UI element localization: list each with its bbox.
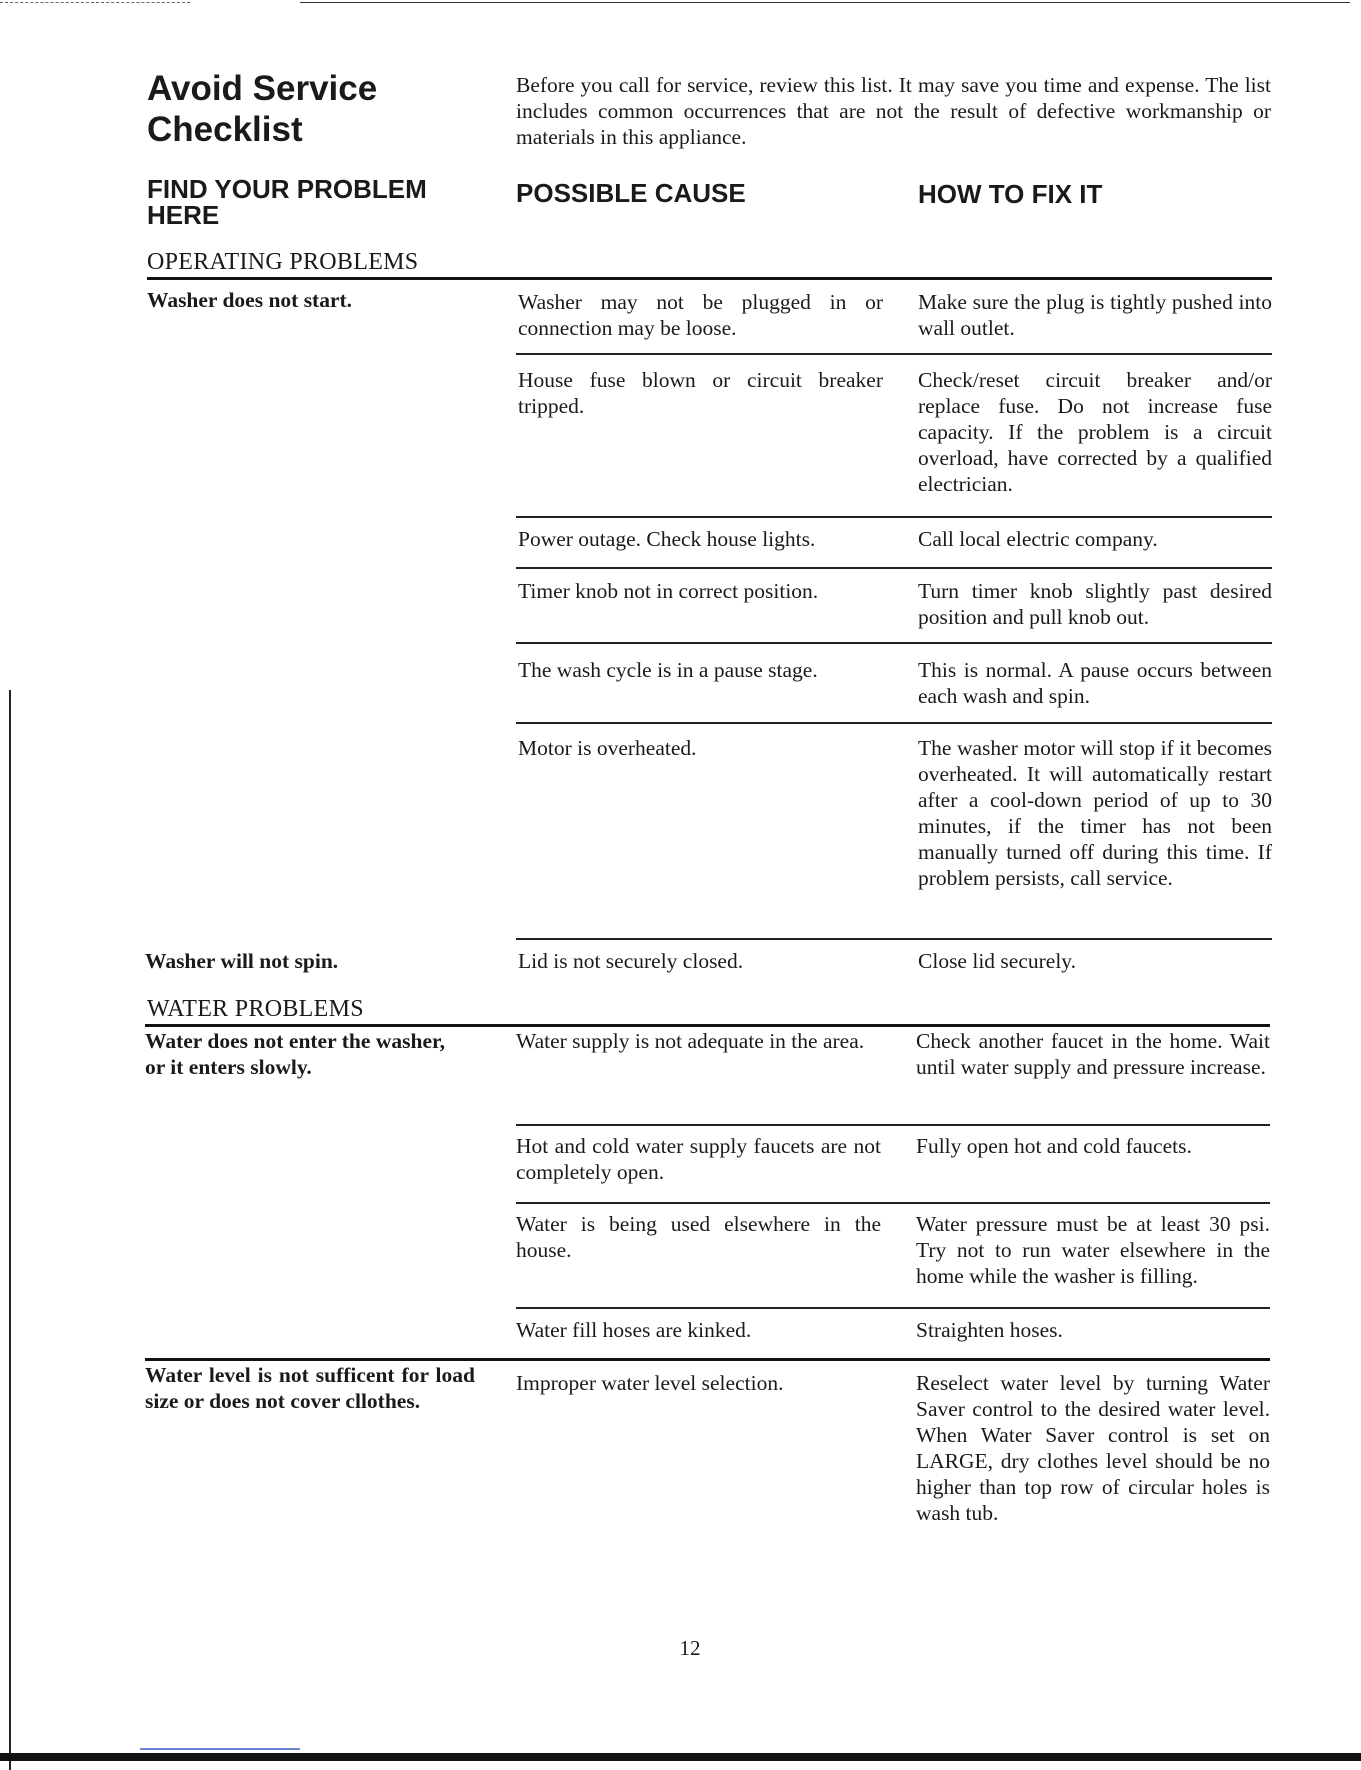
scan-top-dash [0,2,190,3]
page-title: Avoid Service Checklist [147,69,378,149]
cause-cell: Water supply is not adequate in the area. [516,1029,865,1053]
row-divider [516,642,1272,644]
row-divider [516,1124,1270,1126]
column-header-cause: POSSIBLE CAUSE [516,178,746,208]
cause-cell: Washer may not be plugged in or connection may be loose. [518,290,883,340]
section-water-problems: WATER PROBLEMS [147,996,364,1022]
row-divider [516,722,1272,724]
row-divider [516,567,1272,569]
column-header-problem: FIND YOUR PROBLEM HERE [147,174,427,230]
fix-cell: Fully open hot and cold faucets. [916,1134,1192,1158]
cause-cell: House fuse blown or circuit breaker tripped. [518,368,883,418]
fix-cell: Close lid securely. [918,949,1077,973]
problem-washer-does-not-start: Washer does not start. [147,288,353,312]
row-divider-thick [145,1358,1270,1361]
problem-water-does-not-enter: Water does not enter the washer, or it enters slowly. [145,1029,445,1079]
problem-washer-will-not-spin: Washer will not spin. [145,949,339,973]
row-divider [516,353,1272,355]
section-rule-water [145,1024,1270,1027]
cause-cell: The wash cycle is in a pause stage. [518,658,818,682]
cause-cell: Lid is not securely closed. [518,949,744,973]
fix-cell: Straighten hoses. [916,1318,1063,1342]
fix-cell: Make sure the plug is tightly pushed into wall outlet. [918,290,1272,340]
scan-bottom-bar [0,1753,1361,1761]
cause-cell: Improper water level selection. [516,1371,784,1395]
column-header-fix: HOW TO FIX IT [918,179,1103,209]
section-operating-problems: OPERATING PROBLEMS [147,249,419,275]
cause-cell: Water fill hoses are kinked. [516,1318,752,1342]
cause-cell: Motor is overheated. [518,736,697,760]
row-divider [516,516,1272,518]
scan-bottom-mark [140,1748,300,1750]
intro-paragraph: Before you call for service, review this list. It may save you time and expense. The list includes common occurrences that are not the result of defective workmanship or materials in this appliance. [516,73,1271,149]
cause-cell: Water is being used elsewhere in the house. [516,1212,881,1262]
page-number: 12 [679,1636,701,1660]
row-divider [516,1202,1270,1204]
fix-cell: Check another faucet in the home. Wait until water supply and pressure increase. [916,1029,1270,1079]
fix-cell: The washer motor will stop if it becomes overheated. It will automatically restart after a cool-down period of up to 30 minutes, if the timer has not been manually turned off during this time. If problem persists, call service. [918,736,1272,890]
cause-cell: Power outage. Check house lights. [518,527,816,551]
scan-top-rule [300,2,1350,3]
section-rule-operating [147,277,1272,280]
cause-cell: Timer knob not in correct position. [518,579,819,603]
fix-cell: Turn timer knob slightly past desired position and pull knob out. [918,579,1272,629]
fix-cell: Check/reset circuit breaker and/or replace fuse. Do not increase fuse capacity. If the problem is a circuit overload, have corrected by a qualified electrician. [918,368,1272,496]
problem-water-level: Water level is not sufficent for load size or does not cover cllothes. [145,1363,475,1413]
fix-cell: Reselect water level by turning Water Saver control to the desired water level. When Water Saver control is set on LARGE, dry clothes level should be no higher than top row of circular holes is wash tub. [916,1371,1270,1525]
row-divider [516,938,1272,940]
cause-cell: Hot and cold water supply faucets are not completely open. [516,1134,881,1184]
fix-cell: Call local electric company. [918,527,1158,551]
row-divider [516,1307,1270,1309]
scan-left-edge [9,690,11,1770]
fix-cell: This is normal. A pause occurs between each wash and spin. [918,658,1272,708]
fix-cell: Water pressure must be at least 30 psi. Try not to run water elsewhere in the home while the washer is filling. [916,1212,1270,1288]
